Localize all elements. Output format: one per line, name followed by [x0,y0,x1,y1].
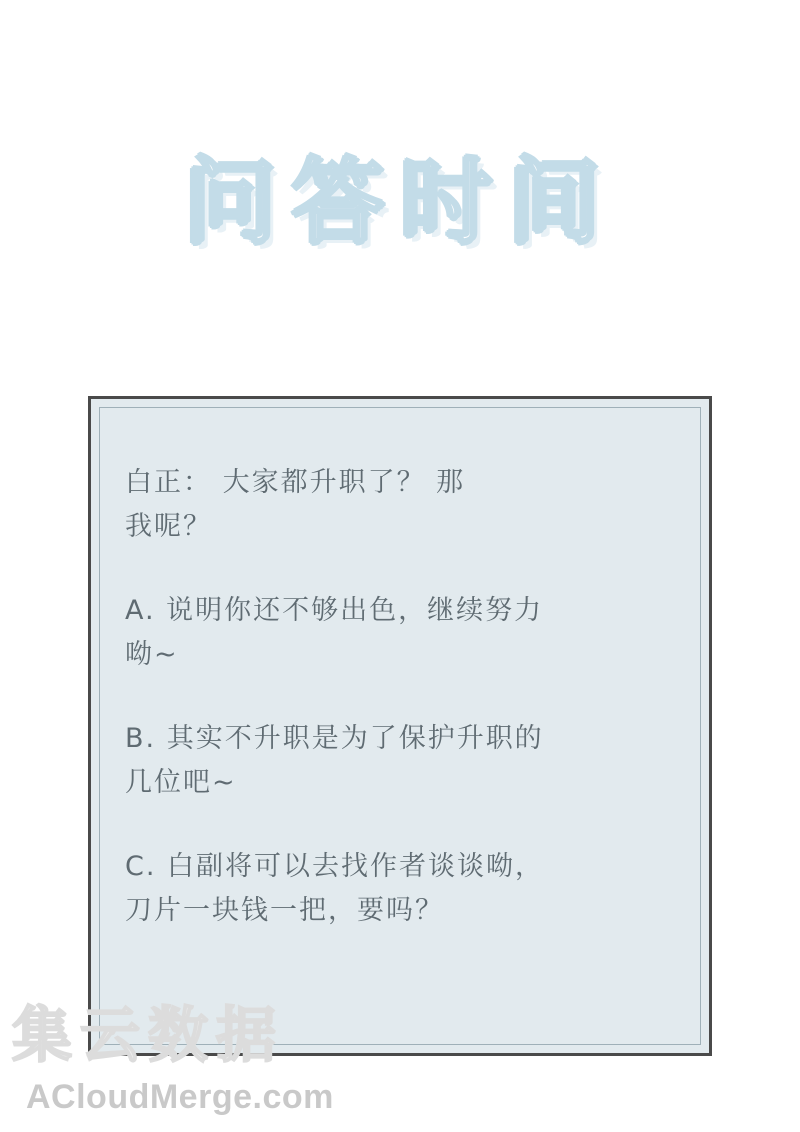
question-answer-body [125,461,681,973]
question-line-1: 白正： 大家都升职了？ 那 [125,467,466,498]
option-c-line-1: C. 白副将可以去找作者谈谈呦， [125,851,545,882]
question-line-2: 我呢？ [125,511,212,542]
option-c-line-2: 刀片一块钱一把，要吗？ [125,895,444,926]
option-c[interactable] [125,845,681,933]
option-b-line-1: B. 其实不升职是为了保护升职的 [125,723,544,754]
option-a-line-2: 呦~ [125,639,179,670]
option-b[interactable] [125,717,681,805]
page-title: 问答时间 [183,149,616,256]
question-block [125,461,681,549]
watermark-english: ACloudMerge.com [26,1078,334,1116]
option-a-line-1: A. 说明你还不够出色，继续努力 [125,595,544,626]
option-b-line-2: 几位吧~ [125,767,237,798]
option-a[interactable] [125,589,681,677]
question-card [88,396,712,1056]
watermark-chinese-text: 集云数据 [12,1001,284,1071]
